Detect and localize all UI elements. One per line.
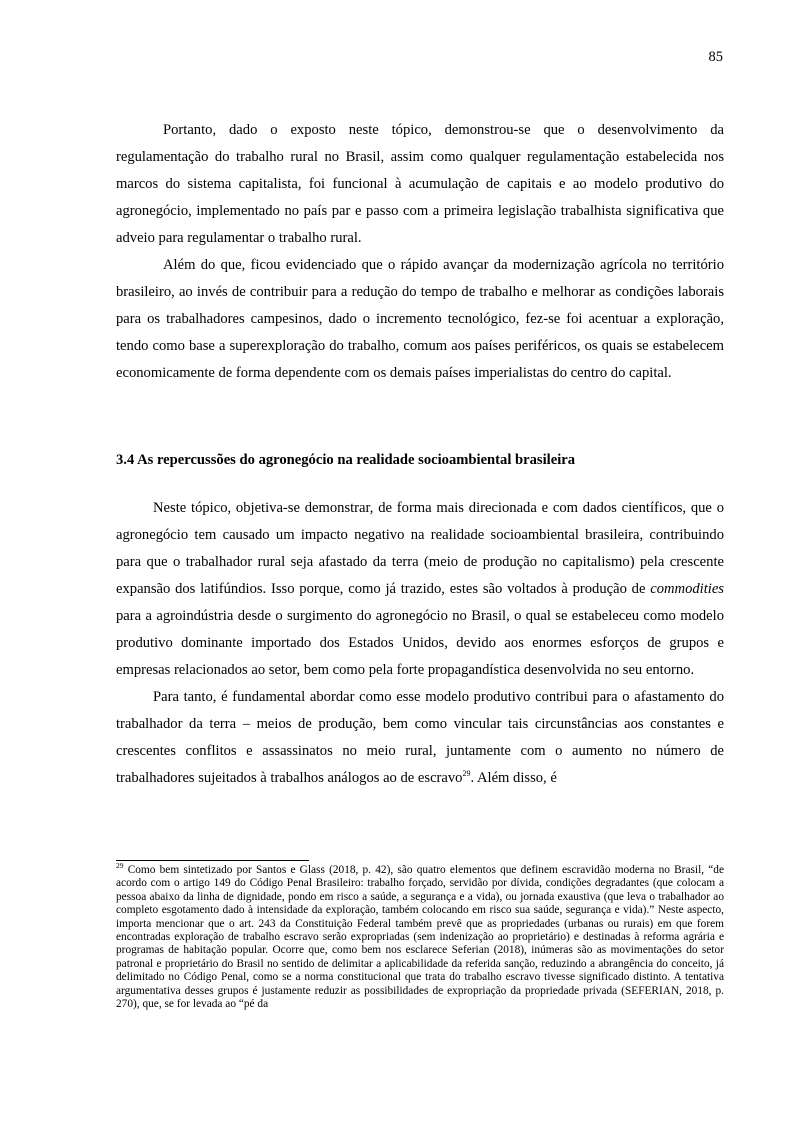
footnote-text: Como bem sintetizado por Santos e Glass (2018, p. 42), são quatro elementos que definem escravidão moderna no Brasil, “de acordo com o artigo 149 do Código Penal Brasileiro: trabalho forçado, servidão por dívida, condições degradantes (que colocam a pessoa abaixo da linha de dignidade, pondo em risco a saúde, a segurança e a vida), ou jornada exaustiva (que leva o trabalhador ao completo esgotamento dado à intensidade da exploração, também colocando em risco sua saúde, segurança e vida).” Neste aspecto, importa mencionar que o art. 243 da Constituição Federal também prevê que as propriedades (urbanas ou rurais) em que forem encontradas exploração de trabalho escravo serão expropriadas (sem indenização ao proprietário) e destinadas à reforma agrária e programas de habitação popular. Ocorre que, como bem nos esclarece Seferian (2018), inúmeras são as movimentações do setor patronal e proprietário do Brasil no sentido de delimitar a aplicabilidade da referida sanção, reduzindo a abrangência do conceito, já delimitado no Código Penal, como se a norma constitucional que trata do trabalho escravo tivesse significado distinto. A tentativa argumentativa desses grupos é justamente reduzir as possibilidades de expropriação da propriedade privada (SEFERIAN, 2018, p. 270), que, se for levada ao “pé da [116, 864, 724, 1011]
paragraph [116, 684, 724, 792]
italic-term: commodities [650, 581, 724, 597]
paragraph: Além do que, ficou evidenciado que o rápido avançar da modernização agrícola no território brasileiro, ao invés de contribuir para a redução do tempo de trabalho e melhorar as condições laborais para os trabalhadores campesinos, dado o incremento tecnológico, fez-se foi acentuar a exploração, tendo como base a superexploração do trabalho, comum aos países periféricos, os quais se estabelecem economicamente de forma dependente com os demais países imperialistas do centro do capital. [116, 257, 724, 381]
body-text-intro [116, 117, 724, 387]
footnote-reference[interactable]: 29 [462, 769, 471, 779]
body-text-section [116, 495, 724, 792]
paragraph-text: Para tanto, é fundamental abordar como esse modelo produtivo contribui para o afastamento do trabalhador da terra – meios de produção, bem como vincular tais circunstâncias aos constantes e crescentes conflitos e assassinatos no meio rural, juntamente com o aumento no número de trabalhadores sujeitados à trabalhos análogos ao de escravo [116, 689, 724, 786]
paragraph: Portanto, dado o exposto neste tópico, demonstrou-se que o desenvolvimento da regulamentação do trabalho rural no Brasil, assim como qualquer regulamentação estabelecida nos marcos do sistema capitalista, foi funcional à acumulação de capitais e ao modelo produtivo do agronegócio, implementado no país par e passo com a primeira legislação trabalhista significativa que adveio para regulamentar o trabalho rural. [116, 122, 724, 246]
paragraph-text: para a agroindústria desde o surgimento do agronegócio no Brasil, o qual se estabeleceu como modelo produtivo dominante importado dos Estados Unidos, devido aos enormes esforços de grupos e empresas relacionados ao setor, bem como pela forte propagandística desenvolvida no seu entorno. [116, 608, 724, 678]
footnote-separator [116, 860, 309, 861]
paragraph-text: . Além disso, é [470, 770, 557, 786]
section-heading: 3.4 As repercussões do agronegócio na realidade socioambiental brasileira [116, 452, 576, 468]
footnote [116, 861, 724, 1011]
page-number: 85 [708, 49, 723, 65]
paragraph [116, 495, 724, 684]
paragraph-text: Neste tópico, objetiva-se demonstrar, de forma mais direcionada e com dados científicos, que o agronegócio tem causado um impacto negativo na realidade socioambiental brasileira, contribuindo para que o trabalhador rural seja afastado da terra (meio de produção no capitalismo) pela crescente expansão dos latifúndios. Isso porque, como já trazido, estes são voltados à produção de [116, 500, 724, 597]
footnote-marker: 29 [116, 861, 124, 871]
